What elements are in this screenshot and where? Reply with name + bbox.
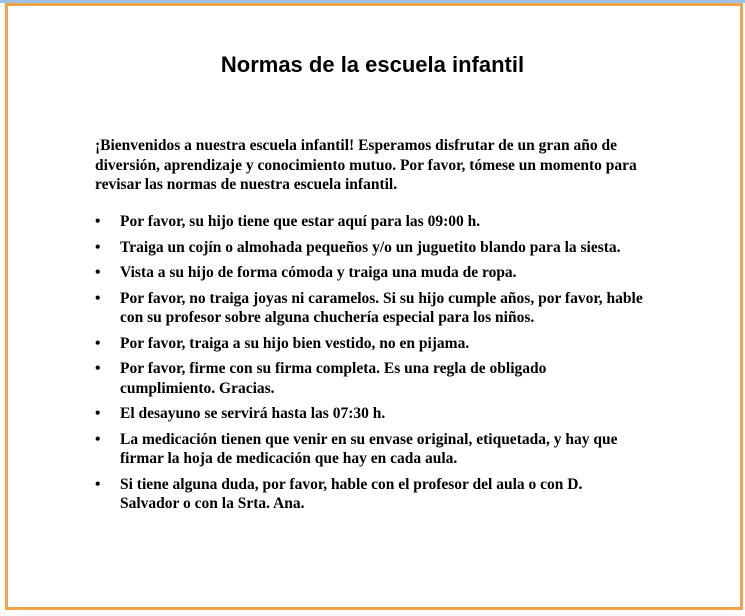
rule-text: Si tiene alguna duda, por favor, hable con el profesor del aula o con D. Salvador o con la Srta. Ana. (120, 475, 583, 512)
list-item (95, 212, 645, 232)
list-item (95, 430, 645, 469)
rules-list (95, 212, 645, 520)
list-item (95, 404, 645, 424)
bullet-icon: • (95, 334, 101, 352)
rule-text: Traiga un cojín o almohada pequeños y/o un juguetito blando para la siesta. (120, 238, 621, 256)
rule-text: Por favor, su hijo tiene que estar aquí para las 09:00 h. (120, 213, 481, 230)
bullet-icon: • (95, 213, 101, 230)
bullet-icon: • (95, 475, 101, 493)
intro-paragraph: ¡Bienvenidos a nuestra escuela infantil! Esperamos disfrutar de un gran año de diversión, aprendizaje y conocimiento mutuo. Por favor, tómese un momento para revisar las normas de nuestra escuela infantil. (95, 137, 637, 193)
bullet-icon: • (95, 430, 101, 448)
rule-text: Vista a su hijo de forma cómoda y traiga una muda de ropa. (120, 264, 517, 281)
list-item (95, 334, 645, 354)
list-item (95, 359, 645, 398)
rule-text: Por favor, no traiga joyas ni caramelos. Si su hijo cumple años, por favor, hable con su profesor sobre alguna chuchería especial para los niños. (120, 289, 643, 326)
bullet-icon: • (95, 289, 101, 307)
list-item (95, 263, 645, 283)
rule-text: Por favor, firme con su firma completa. Es una regla de obligado cumplimiento. Gracias. (120, 360, 547, 397)
bullet-icon: • (95, 405, 101, 422)
page-title: Normas de la escuela infantil (220, 52, 525, 77)
rule-text: La medicación tienen que venir en su envase original, etiquetada, y hay que firmar la hoja de medicación que hay en cada aula. (120, 430, 618, 467)
bullet-icon: • (95, 238, 101, 256)
bullet-icon: • (95, 360, 101, 377)
list-item (95, 238, 645, 258)
list-item (95, 475, 645, 514)
list-item (95, 289, 645, 328)
bullet-icon: • (95, 264, 101, 281)
rule-text: El desayuno se servirá hasta las 07:30 h. (120, 405, 386, 422)
rule-text: Por favor, traiga a su hijo bien vestido, no en pijama. (120, 334, 470, 352)
